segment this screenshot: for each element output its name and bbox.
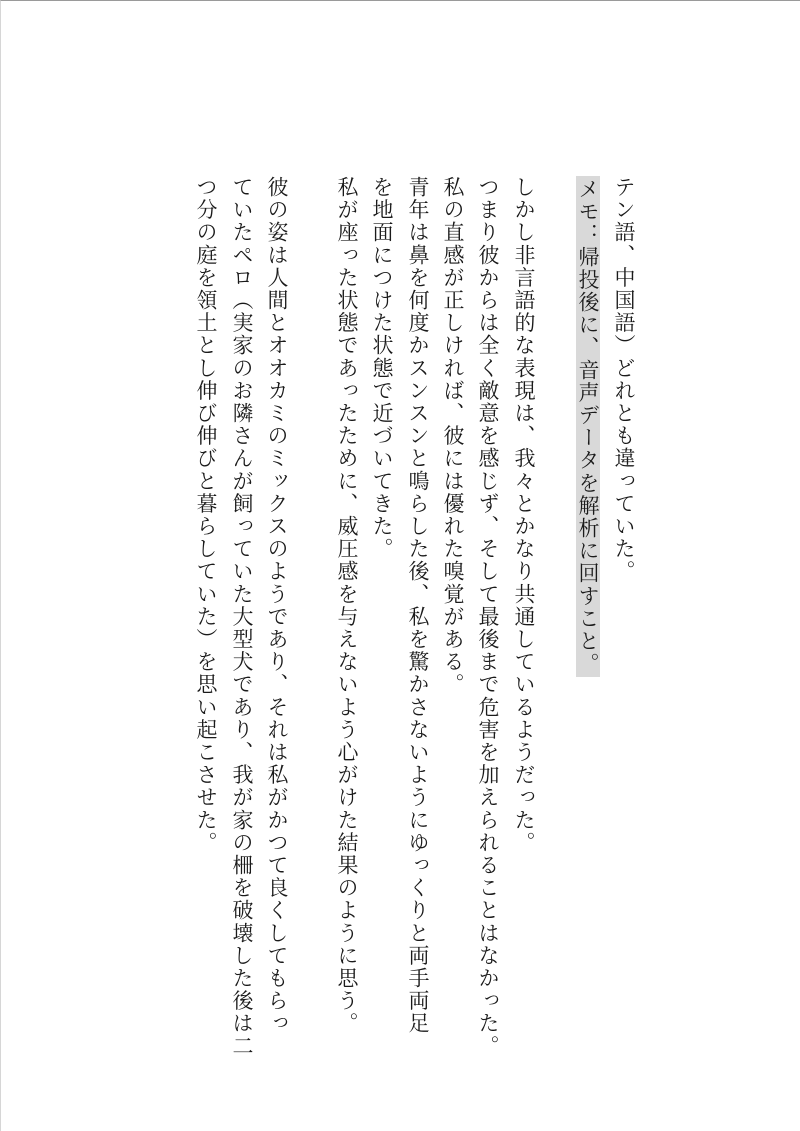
text-column-7 xyxy=(403,176,433,1035)
text-line: 私が座った状態であったために、威圧感を与えないよう心がけた結果のように思う。 xyxy=(335,176,359,1035)
text-column-4 xyxy=(509,176,539,854)
text-line: を地面につけた状態で近づいてきた。 xyxy=(370,176,394,561)
text-line: 青年は鼻を何度かスンスンと鳴らした後、私を驚かさないようにゆっくりと両手両足 xyxy=(406,176,430,1035)
text-line: しかし非言語的な表現は、我々とかなり共通しているようだった。 xyxy=(512,176,536,854)
text-column-5 xyxy=(473,176,503,1057)
text-line: ていたペロ（実家のお隣さんが飼っていた大型犬であり、我が家の柵を破壊した後は二 xyxy=(230,176,254,1058)
text-line: 私の直感が正しければ、彼には優れた嗅覚がある。 xyxy=(441,176,465,696)
text-column-2 xyxy=(573,176,603,677)
text-column-6 xyxy=(438,176,468,696)
text-column-13 xyxy=(191,176,221,854)
text-line: 彼の姿は人間とオオカミのミックスのようであり、それは私がかつて良くしてもらっ xyxy=(265,176,289,1035)
text-column-1 xyxy=(609,176,639,583)
text-column-11 xyxy=(262,176,292,1035)
text-column-9 xyxy=(332,176,362,1035)
text-column-12 xyxy=(227,176,257,1057)
text-line: テン語、中国語）どれとも違っていた。 xyxy=(612,176,636,583)
text-column-8 xyxy=(367,176,397,560)
text-line: つまり彼からは全く敵意を感じず、そして最後まで危害を加えられることはなかった。 xyxy=(476,176,500,1058)
text-line: つ分の庭を領土とし伸び伸びと暮らしていた）を思い起こさせた。 xyxy=(194,176,218,854)
memo-highlight: メモ：帰投後に、音声データを解析に回すこと。 xyxy=(576,178,600,676)
